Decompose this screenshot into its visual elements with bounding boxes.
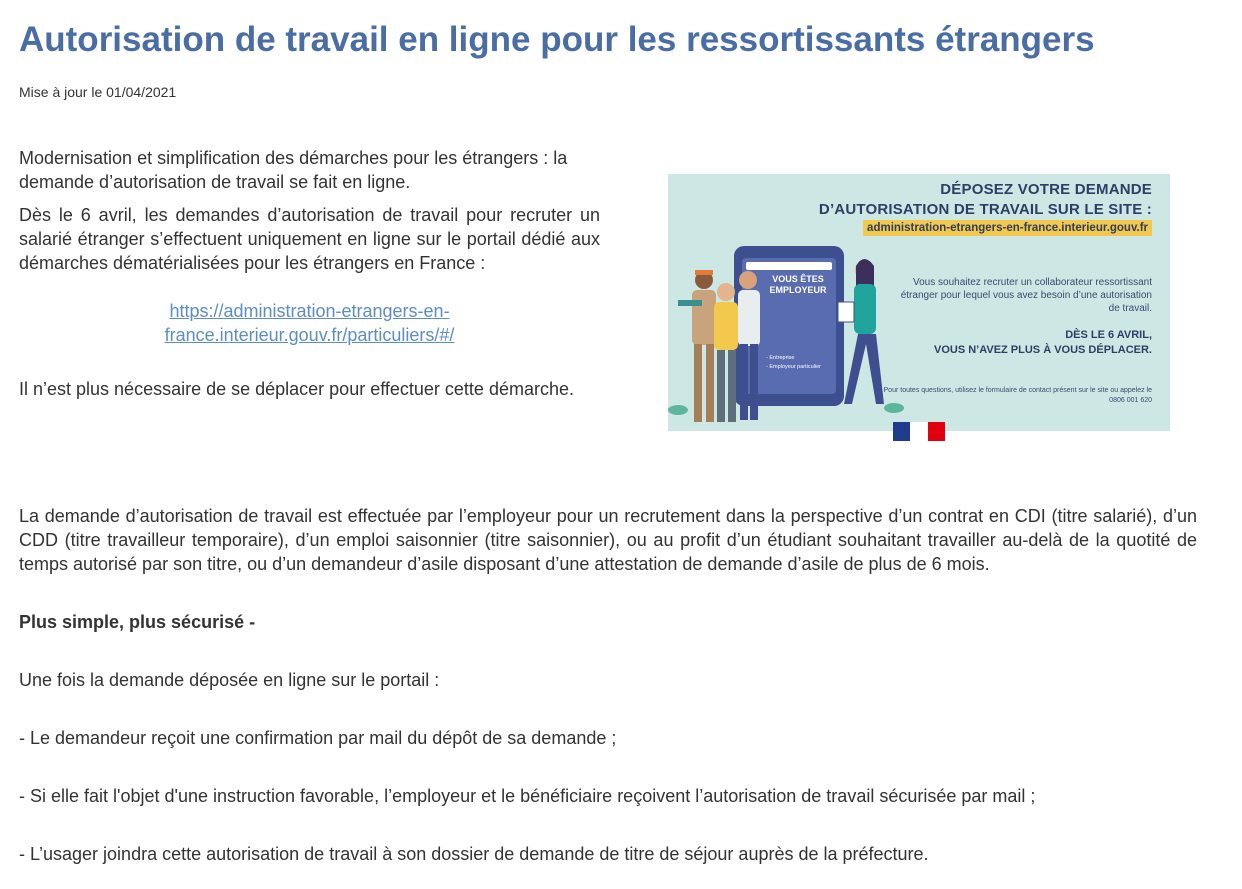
woman-document [838, 302, 854, 322]
flag-red [928, 422, 945, 441]
poster-headline-line-1: DÉPOSEZ VOTRE DEMANDE [940, 181, 1152, 198]
list-item: - L’usager joindra cette autorisation de travail à son dossier de demande de titre de séjour auprès de la préfecture. [19, 844, 929, 864]
man-head [739, 271, 757, 289]
list-item: - Le demandeur reçoit une confirmation par mail du dépôt de sa demande ; [19, 728, 617, 748]
tablet-title-line-2: EMPLOYEUR [769, 285, 827, 295]
man-shirt [738, 290, 760, 346]
person-leg-right [728, 350, 736, 422]
woman-hair [856, 259, 874, 288]
portal-link-line-2: france.interieur.gouv.fr/particuliers/#/ [164, 325, 455, 345]
submission-paragraph: Une fois la demande déposée en ligne sur le portail : [19, 670, 440, 690]
poster-headline [819, 180, 1152, 220]
portal-link-block [19, 299, 600, 347]
intro-column [19, 146, 600, 401]
poster-strong [934, 328, 1152, 358]
poster-body: Vous souhaitez recruter un collaborateur ressortissant étranger pour lequel vous avez besoin d’une autorisation de travail. [900, 277, 1152, 314]
poster-strong-line-2: VOUS N’AVEZ PLUS À VOUS DÉPLACER. [934, 344, 1152, 356]
tablet-search-bar [746, 262, 832, 270]
list-item: - Si elle fait l'objet d'une instruction favorable, l’employeur et le bénéficiaire reçoivent l’autorisation de travail sécurisée par mail ; [19, 786, 1036, 806]
person-head [717, 283, 735, 301]
tablet-item-2: - Employeur particulier [766, 364, 822, 370]
update-date: Mise à jour le 01/04/2021 [19, 84, 177, 100]
poster-strong-line-1: DÈS LE 6 AVRIL, [1065, 329, 1152, 341]
flag-blue [893, 422, 910, 441]
french-flag-logo [893, 422, 945, 441]
main-text [19, 504, 1197, 866]
flag-white [910, 422, 927, 441]
woman-legs [844, 334, 884, 404]
person-leg-left [717, 350, 725, 422]
person-shirt [714, 302, 738, 350]
tablet-title [763, 274, 833, 296]
campaign-poster [668, 174, 1170, 431]
poster-headline-line-2: D’AUTORISATION DE TRAVAIL SUR LE SITE : [818, 201, 1152, 218]
tablet-title-line-1: VOUS ÊTES [772, 274, 824, 284]
eligibility-paragraph: La demande d’autorisation de travail est effectuée par l’employeur pour un recrutement dans la perspective d’un contrat en CDI (titre salarié), d’un CDD (titre travailleur temporaire), d’un emploi saisonnier (titre saisonnier), ou au profit d’un étudiant souhaitant travailler au-delà de la quotité de temps autorisé par son titre, ou d’un demandeur d’asile disposant d’une attestation de demande d’asile de plus de 6 mois. [19, 506, 1197, 574]
woman-top [854, 284, 876, 334]
worker-leg-right [706, 344, 714, 422]
tablet-items [766, 354, 821, 372]
poster-contact-note: Pour toutes questions, utilisez le formulaire de contact présent sur le site ou appelez le 0806 001 620 [883, 387, 1152, 404]
man-leg-left [740, 344, 748, 420]
portal-link-line-1: https://administration-etrangers-en- [169, 301, 450, 321]
tablet-item-1: - Entreprise [766, 355, 795, 361]
man-leg-right [750, 344, 758, 420]
intro-paragraph: Modernisation et simplification des démarches pour les étrangers : la demande d’autorisation de travail se fait en ligne. [19, 148, 568, 192]
worker-tool [678, 300, 702, 306]
worker-leg-left [694, 344, 702, 422]
worker-helmet [695, 270, 713, 275]
leaf-left [668, 405, 688, 415]
portal-link[interactable] [165, 301, 455, 345]
no-travel-paragraph: Il n’est plus nécessaire de se déplacer pour effectuer cette démarche. [19, 379, 574, 399]
section-heading: Plus simple, plus sécurisé - [19, 612, 256, 632]
april-paragraph: Dès le 6 avril, les demandes d’autorisation de travail pour recruter un salarié étranger s’effectuent uniquement en ligne sur le portail dédié aux démarches dématérialisées pour les étrangers en France : [19, 205, 600, 273]
worker-body [692, 290, 716, 345]
page-title: Autorisation de travail en ligne pour les ressortissants étrangers [19, 20, 1095, 59]
poster-url: administration-etrangers-en-france.interieur.gouv.fr [863, 220, 1152, 236]
